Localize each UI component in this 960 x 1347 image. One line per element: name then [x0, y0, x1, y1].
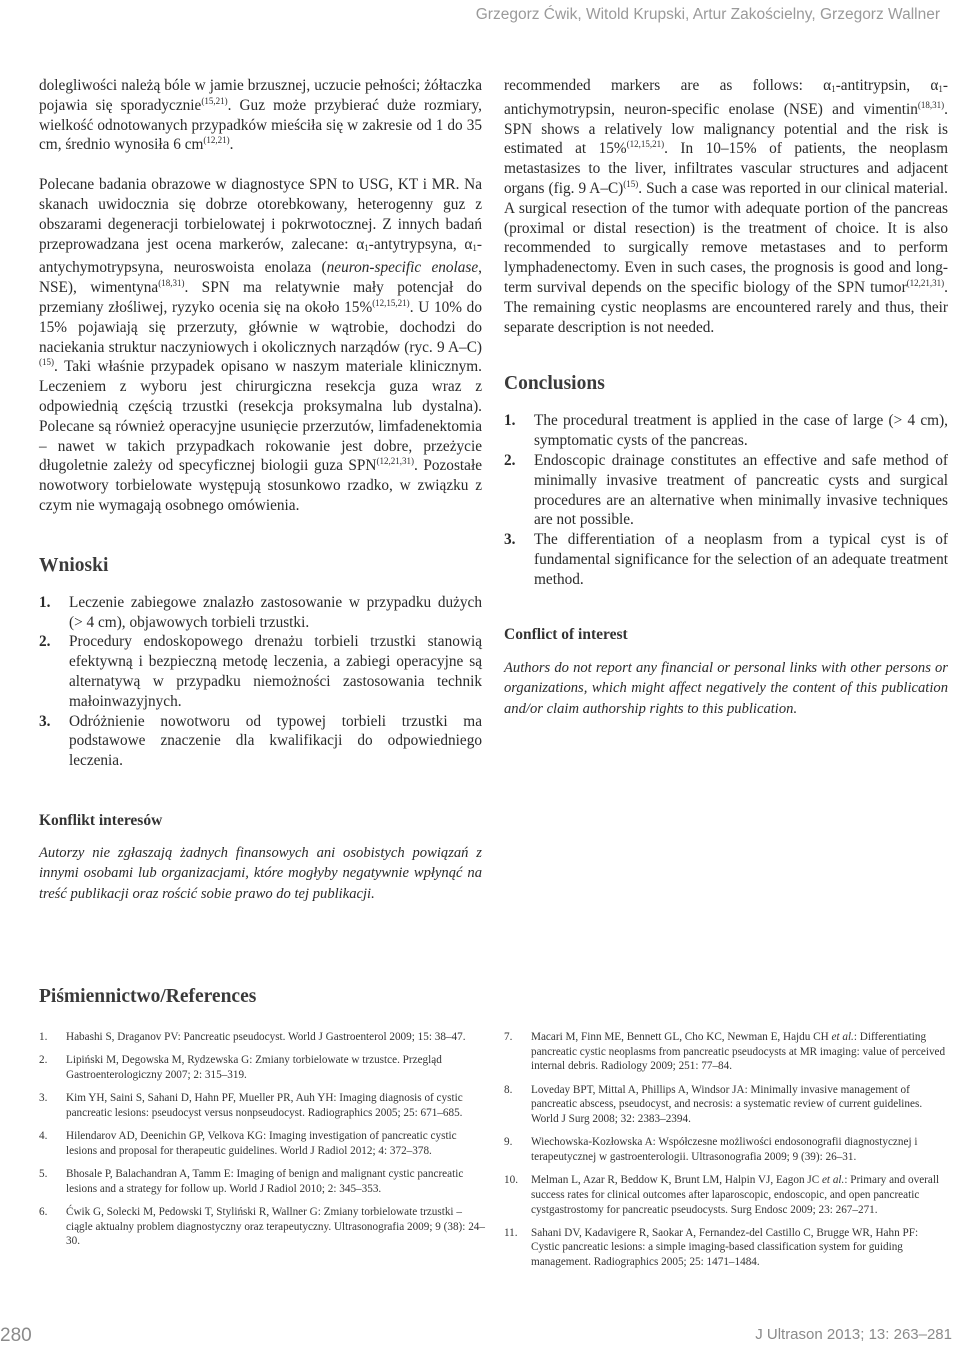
paragraph-markers-en: recommended markers are as follows: $\alpha_1$-antitrypsin, $\alpha_1$-antichymotrypsin, neuron-specific enolase (NSE) and vimentin$^{(18,31)}$. SPN shows a relatively low malignancy potential and the risk is estimated at 15%$^{(12,15,21)}$. In 10–15% of patients, the neoplasm metastasizes to the liver, infiltrates vascular structures and adjacent organs (fig. 9 A–C)$^{(15)}$. Such a case was reported in our clinical material. A surgical resection of the tumor with adequate portion of the pancreas (proximal or distal resection) is the treatment of choice. It is also recommended to surgically remove metastases and to perform lymphadenectomy. Even in such cases, the prognosis is good and long-term survival depends on the specific biology of the SPN tumor$^{(12,21,31)}$. The remaining cystic neoplasms are encountered rarely and thus, their separate description is not needed. — [504, 77, 948, 336]
reference-item: 7. Macari M, Finn ME, Bennett GL, Cho KC, Newman E, Hajdu CH et al.: Differentiating pancreatic cystic neoplasms from pancreatic pseudocysts at MR imaging: value of perceived internal debris. Radiology 2009; 251: 77–84. — [504, 1031, 946, 1073]
references-title: Piśmiennictwo/References — [39, 986, 257, 1007]
paragraph-diagnostics: Polecane badania obrazowe w diagnostyce SPN to USG, KT i MR. Na skanach uwidocznia się dobrze otorebkowany, heterogenny guz z obszarami degeneracji torbielowatej i pokrwotocznej. Z innych badań przeprowadzana jest ocena markerów, zalecane: $\alpha_1$-antytrypsyna, $\alpha_1$-antychymotrypsyna, neuroswoista enolaza (neuron-specific enolase, NSE), wimentyna$^{(18,31)}$. SPN ma relatywnie mały potencjał do przemiany złośliwej, ryzyko ocenia się na około 15%$^{(12,15,21)}$. U 10% do 15% pojawiają się przerzuty, głównie w wątrobie, dochodzi do naciekania struktur naczyniowych i okolicznych narządów (ryc. 9 A–C)$^{(15)}$. Taki właśnie przypadek opisano w naszym materiale klinicznym. Leczeniem z wyboru jest chirurgiczna resekcja guza wraz z odpowiednią częścią trzustki (resekcja proksymalna lub dystalna). Polecane są również operacyjne usunięcie przerzutów, limfadenektomia – nawet w takich przypadkach rokowanie jest dobre, przeżycie długoletnie zależy od specyficznej biologii guza SPN$^{(12,21,31)}$. Pozostałe nowotwory torbielowate występują stosunkowo rzadko, w związku z czym nie wymagają osobnego omówienia. — [39, 176, 483, 514]
list-item: 2. Endoscopic drainage constitutes an effective and safe method of minimally invasive treatment of pancreatic cysts and surgical procedures are an alternative when minimally invasive techniques are not possible. — [504, 451, 948, 529]
reference-item: 8. Loveday BPT, Mittal A, Phillips A, Windsor JA: Minimally invasive management of pancreatic abscess, pseudocyst, and necrosis: a systematic review of current guidelines. World J Surg 2008; 32: 2383–2394. — [504, 1083, 923, 1126]
list-item: 2. Procedury endoskopowego drenażu torbieli trzustki stanowią efektywną i bezpieczną metodę leczenia, a zabiegi operacyjne są alternatywą w przypadku niemożności zastosowania technik małoinwazyjnych. — [39, 633, 482, 710]
left-column — [39, 76, 482, 904]
reference-item: 11. Sahani DV, Kadavigere R, Saokar A, Fernandez-del Castillo C, Brugge WR, Hahn PF: Cystic pancreatic lesions: a simple imaging-based classification system for guiding management. Radiographics 2005; 25: 1471–1484. — [504, 1226, 919, 1269]
konflikt-title: Konflikt interesów — [39, 811, 163, 829]
references-list-left — [39, 1030, 485, 1257]
list-item: 1. Leczenie zabiegowe znalazło zastosowanie w przypadku dużych (> 4 cm), objawowych torbieli trzustki. — [39, 593, 482, 631]
konflikt-text: Autorzy nie zgłaszają żadnych finansowych ani osobistych powiązań z innymi osobami lub organizacjami, które mogłyby negatywnie wpłynąć na treść publikacji oraz rościć sobie prawo do tej publikacji. — [39, 844, 482, 902]
list-item: 3. The differentiation of a neoplasm from a typical cyst is of fundamental significance for the selection of an adequate treatment method. — [504, 531, 948, 588]
wnioski-list — [39, 593, 482, 771]
list-item: 3. Odróżnienie nowotworu od typowej torbieli trzustki ma podstawowe znaczenie dla kwalifikacji do odpowiedniego leczenia. — [39, 712, 482, 770]
references-list-right — [504, 1030, 948, 1278]
reference-item: 9. Wiechowska-Kozłowska A: Współczesne możliwości endosonografii diagnostycznej i terapeutycznej w gastroenterologii. Ultrasonografia 2009; 9 (39): 26–31. — [504, 1136, 918, 1163]
journal-citation: J Ultrason 2013; 13: 263–281 — [755, 1326, 952, 1343]
page-number: 280 — [0, 1325, 32, 1346]
section-title-wnioski: Wnioski — [39, 554, 109, 576]
reference-item: 4. Hilendarov AD, Deenichin GP, Velkova KG: Imaging investigation of pancreatic cystic lesions and proposal for therapeutic guidelines. World J Radiol 2012; 4: 372–378. — [39, 1130, 457, 1157]
reference-item: 3. Kim YH, Saini S, Sahani D, Hahn PF, Mueller PR, Auh YH: Imaging diagnosis of cystic pancreatic lesions: pseudocyst versus nonpseudocyst. Radiographics 2005; 25: 671–685. — [39, 1092, 463, 1119]
conclusions-list — [504, 411, 948, 589]
list-item: 1. The procedural treatment is applied in the case of large (> 4 cm), symptomatic cysts of the pancreas. — [504, 412, 948, 450]
reference-item: 2. Lipiński M, Degowska M, Rydzewska G: Zmiany torbielowate w trzustce. Przegląd Gastroenterologiczny 2007; 2: 315–319. — [39, 1054, 442, 1081]
reference-item: 6. Ćwik G, Solecki M, Pedowski T, Styliński R, Wallner G: Zmiany torbielowate trzustki – ciągle aktualny problem diagnostyczny oraz terapeutyczny. Ultrasonografia 2009; 9 (38): 24–30. — [39, 1205, 485, 1248]
reference-item: 10. Melman L, Azar R, Beddow K, Brunt LM, Halpin VJ, Eagon JC et al.: Primary and overall success rates for clinical outcomes after laparoscopic, endoscopic, and open pancreatic cystgastrostomy for pancreatic pseudocysts. Surg Endosc 2009; 23: 267–271. — [504, 1174, 940, 1216]
right-column — [504, 76, 948, 719]
running-header: Grzegorz Ćwik, Witold Krupski, Artur Zakościelny, Grzegorz Wallner — [475, 6, 940, 23]
conflict-text: Authors do not report any financial or personal links with other persons or organizations, which might affect negatively the content of this publication and/or claim authorship rights to this publication. — [504, 659, 948, 717]
paragraph-symptoms: dolegliwości należą bóle w jamie brzusznej, uczucie pełności; żółtaczka pojawia się sporadycznie$^{(15,21)}$. Guz może przybierać duże rozmiary, wielkość odnotowanych przypadków mieściła się w zakresie od 1 do 35 cm, średnio wynosiła 6 cm$^{(12,21)}$. — [39, 77, 482, 154]
section-title-conclusions: Conclusions — [504, 373, 605, 395]
reference-item: 1. Habashi S, Draganov PV: Pancreatic pseudocyst. World J Gastroenterol 2009; 15: 38–47. — [39, 1031, 466, 1043]
conflict-title: Conflict of interest — [504, 625, 628, 643]
reference-item: 5. Bhosale P, Balachandran A, Tamm E: Imaging of benign and malignant cystic pancreatic lesions and a strategy for follow up. World J Radiol 2010; 2: 345–353. — [39, 1167, 464, 1195]
